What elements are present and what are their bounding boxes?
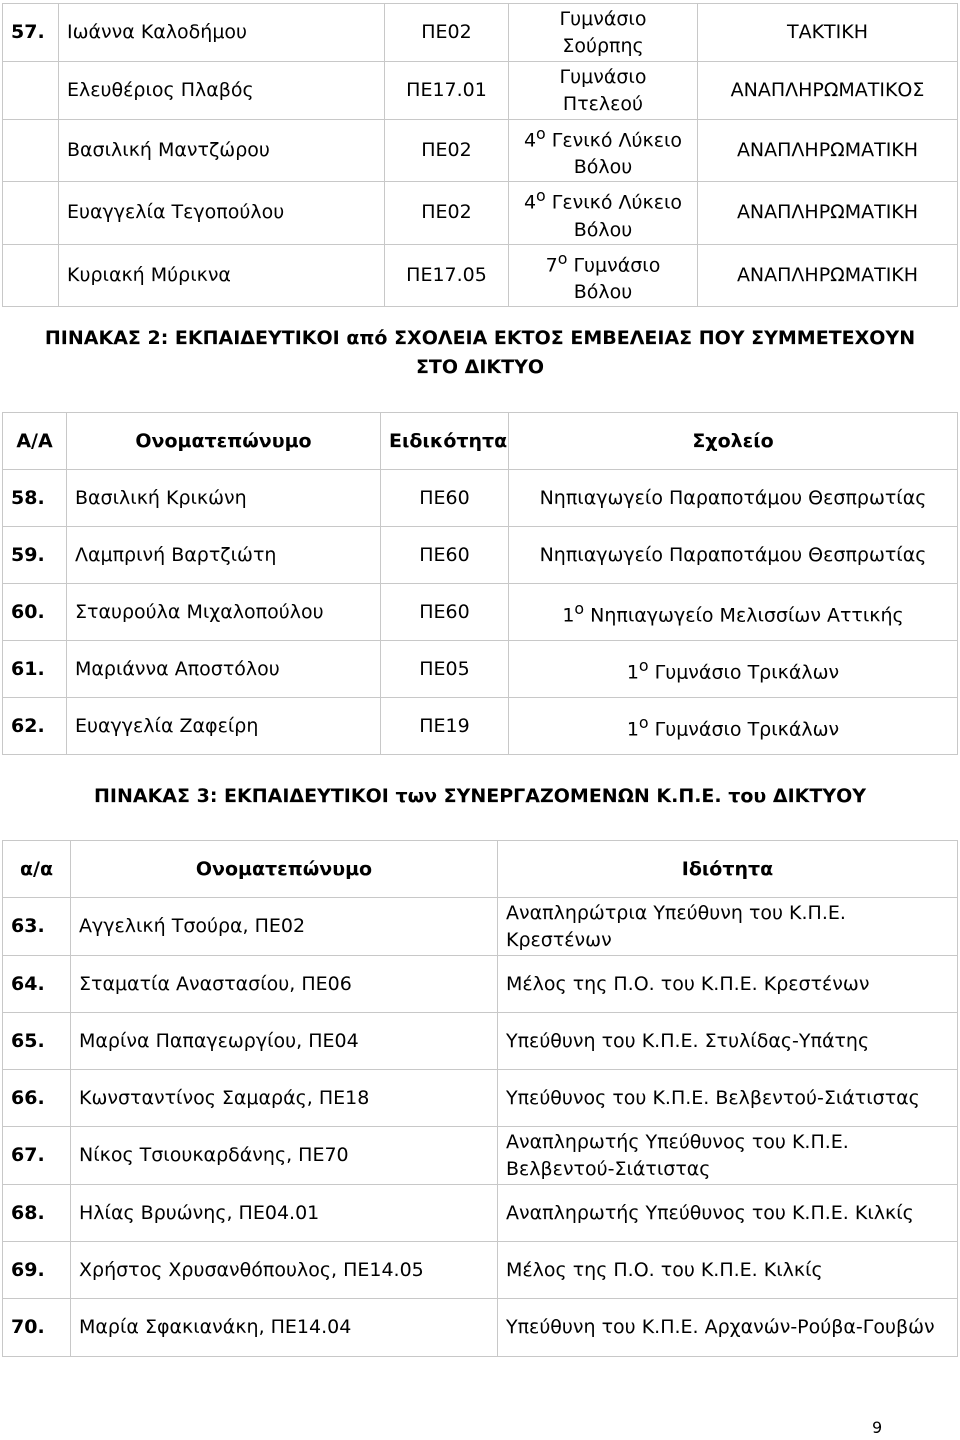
row-number: 61. — [3, 641, 67, 698]
table-row — [3, 1242, 958, 1299]
row-number: 60. — [3, 584, 67, 641]
header-name: Ονοματεπώνυμο — [71, 841, 498, 898]
table-row — [3, 4, 958, 62]
teacher-name: Σταυρούλα Μιχαλοπούλου — [67, 584, 381, 641]
header-number: α/α — [3, 841, 71, 898]
school: $1^o$ Γυμνάσιο Τρικάλων — [509, 641, 958, 698]
heading-line: ΠΙΝΑΚΑΣ 3: ΕΚΠΑΙΔΕΥΤΙΚΟΙ των ΣΥΝΕΡΓΑΖΟΜΕΝΩΝ Κ.Π.Ε. του ΔΙΚΤΥΟΥ — [94, 785, 866, 807]
table-header-row — [3, 413, 958, 470]
role: Υπεύθυνος του Κ.Π.Ε. Βελβεντού-Σιάτιστας — [498, 1070, 958, 1127]
row-number: 68. — [3, 1185, 71, 1242]
specialty: ΠΕ02 — [385, 182, 509, 244]
row-number — [3, 120, 59, 182]
table-row — [3, 641, 958, 698]
row-number: 69. — [3, 1242, 71, 1299]
table-row — [3, 1185, 958, 1242]
teacher-name: Ιωάννα Καλοδήμου — [59, 4, 385, 62]
teacher-name: Σταματία Αναστασίου, ΠΕ06 — [71, 956, 498, 1013]
row-number: 63. — [3, 898, 71, 956]
table-row — [3, 244, 958, 306]
heading-line: ΠΙΝΑΚΑΣ 2: ΕΚΠΑΙΔΕΥΤΙΚΟΙ από ΣΧΟΛΕΙΑ ΕΚΤΟΣ ΕΜΒΕΛΕΙΑΣ ΠΟΥ ΣΥΜΜΕΤΕΧΟΥΝ — [44, 327, 916, 349]
specialty: ΠΕ60 — [381, 584, 509, 641]
teacher-name: Ευαγγελία Ζαφείρη — [67, 698, 381, 755]
table-3 — [2, 840, 958, 1357]
specialty: ΠΕ05 — [381, 641, 509, 698]
header-specialty: Ειδικότητα — [381, 413, 509, 470]
table-row — [3, 470, 958, 527]
status: ΑΝΑΠΛΗΡΩΜΑΤΙΚΗ — [698, 120, 958, 182]
header-school: Σχολείο — [509, 413, 958, 470]
table-2 — [2, 412, 958, 755]
row-number: 62. — [3, 698, 67, 755]
page-number: 9 — [872, 1418, 883, 1437]
school: Γυμνάσιο Σούρπης — [509, 4, 698, 62]
role: Μέλος της Π.Ο. του Κ.Π.Ε. Κιλκίς — [498, 1242, 958, 1299]
table-header-row — [3, 841, 958, 898]
role: Υπεύθυνη του Κ.Π.Ε. Αρχανών-Ρούβα-Γουβών — [498, 1299, 958, 1357]
header-role: Ιδιότητα — [498, 841, 958, 898]
teacher-name: Ευαγγελία Τεγοπούλου — [59, 182, 385, 244]
row-number — [3, 62, 59, 120]
status: ΤΑΚΤΙΚΗ — [698, 4, 958, 62]
specialty: ΠΕ19 — [381, 698, 509, 755]
row-number: 59. — [3, 527, 67, 584]
teacher-name: Αγγελική Τσούρα, ΠΕ02 — [71, 898, 498, 956]
school: $4^o$ Γενικό Λύκειο Βόλου — [509, 120, 698, 182]
teacher-name: Χρήστος Χρυσανθόπουλος, ΠΕ14.05 — [71, 1242, 498, 1299]
row-number: 57. — [3, 4, 59, 62]
table-row — [3, 1127, 958, 1185]
teacher-name: Νίκος Τσιουκαρδάνης, ΠΕ70 — [71, 1127, 498, 1185]
heading-line: ΣΤΟ ΔΙΚΤΥΟ — [415, 356, 545, 378]
row-number — [3, 182, 59, 244]
row-number: 64. — [3, 956, 71, 1013]
school: $4^o$ Γενικό Λύκειο Βόλου — [509, 182, 698, 244]
row-number: 58. — [3, 470, 67, 527]
table-row — [3, 62, 958, 120]
teacher-name: Μαριάννα Αποστόλου — [67, 641, 381, 698]
table-row — [3, 182, 958, 244]
header-name: Ονοματεπώνυμο — [67, 413, 381, 470]
teacher-name: Κωνσταντίνος Σαμαράς, ΠΕ18 — [71, 1070, 498, 1127]
table-row — [3, 527, 958, 584]
role: Υπεύθυνη του Κ.Π.Ε. Στυλίδας-Υπάτης — [498, 1013, 958, 1070]
school: $1^o$ Γυμνάσιο Τρικάλων — [509, 698, 958, 755]
specialty: ΠΕ17.01 — [385, 62, 509, 120]
teacher-name: Μαρίνα Παπαγεωργίου, ΠΕ04 — [71, 1013, 498, 1070]
table-row — [3, 698, 958, 755]
teacher-name: Ηλίας Βρυώνης, ΠΕ04.01 — [71, 1185, 498, 1242]
table-row — [3, 1299, 958, 1357]
status: ΑΝΑΠΛΗΡΩΜΑΤΙΚΗ — [698, 244, 958, 306]
role: Αναπληρώτρια Υπεύθυνη του Κ.Π.Ε. Κρεστένων — [498, 898, 958, 956]
header-number: Α/Α — [3, 413, 67, 470]
row-number: 67. — [3, 1127, 71, 1185]
table-1 — [2, 3, 958, 307]
table-row — [3, 1013, 958, 1070]
teacher-name: Λαμπρινή Βαρτζιώτη — [67, 527, 381, 584]
teacher-name: Βασιλική Μαντζώρου — [59, 120, 385, 182]
table-row — [3, 956, 958, 1013]
role: Αναπληρωτής Υπεύθυνος του Κ.Π.Ε. Βελβεντού-Σιάτιστας — [498, 1127, 958, 1185]
teacher-name: Ελευθέριος Πλαβός — [59, 62, 385, 120]
row-number — [3, 244, 59, 306]
specialty: ΠΕ02 — [385, 120, 509, 182]
teacher-name: Κυριακή Μύρικνα — [59, 244, 385, 306]
teacher-name: Μαρία Σφακιανάκη, ΠΕ14.04 — [71, 1299, 498, 1357]
specialty: ΠΕ60 — [381, 527, 509, 584]
role: Αναπληρωτής Υπεύθυνος του Κ.Π.Ε. Κιλκίς — [498, 1185, 958, 1242]
table-2-heading — [0, 324, 960, 382]
table-row — [3, 120, 958, 182]
school: Νηπιαγωγείο Παραποτάμου Θεσπρωτίας — [509, 470, 958, 527]
role: Μέλος της Π.Ο. του Κ.Π.Ε. Κρεστένων — [498, 956, 958, 1013]
status: ΑΝΑΠΛΗΡΩΜΑΤΙΚΗ — [698, 182, 958, 244]
table-row — [3, 1070, 958, 1127]
row-number: 65. — [3, 1013, 71, 1070]
school: Γυμνάσιο Πτελεού — [509, 62, 698, 120]
row-number: 66. — [3, 1070, 71, 1127]
row-number: 70. — [3, 1299, 71, 1357]
school: $7^o$ Γυμνάσιο Βόλου — [509, 244, 698, 306]
specialty: ΠΕ02 — [385, 4, 509, 62]
status: ΑΝΑΠΛΗΡΩΜΑΤΙΚΟΣ — [698, 62, 958, 120]
table-row — [3, 898, 958, 956]
school: Νηπιαγωγείο Παραποτάμου Θεσπρωτίας — [509, 527, 958, 584]
school: $1^o$ Νηπιαγωγείο Μελισσίων Αττικής — [509, 584, 958, 641]
table-3-heading — [0, 782, 960, 811]
table-row — [3, 584, 958, 641]
teacher-name: Βασιλική Κρικώνη — [67, 470, 381, 527]
specialty: ΠΕ17.05 — [385, 244, 509, 306]
specialty: ΠΕ60 — [381, 470, 509, 527]
